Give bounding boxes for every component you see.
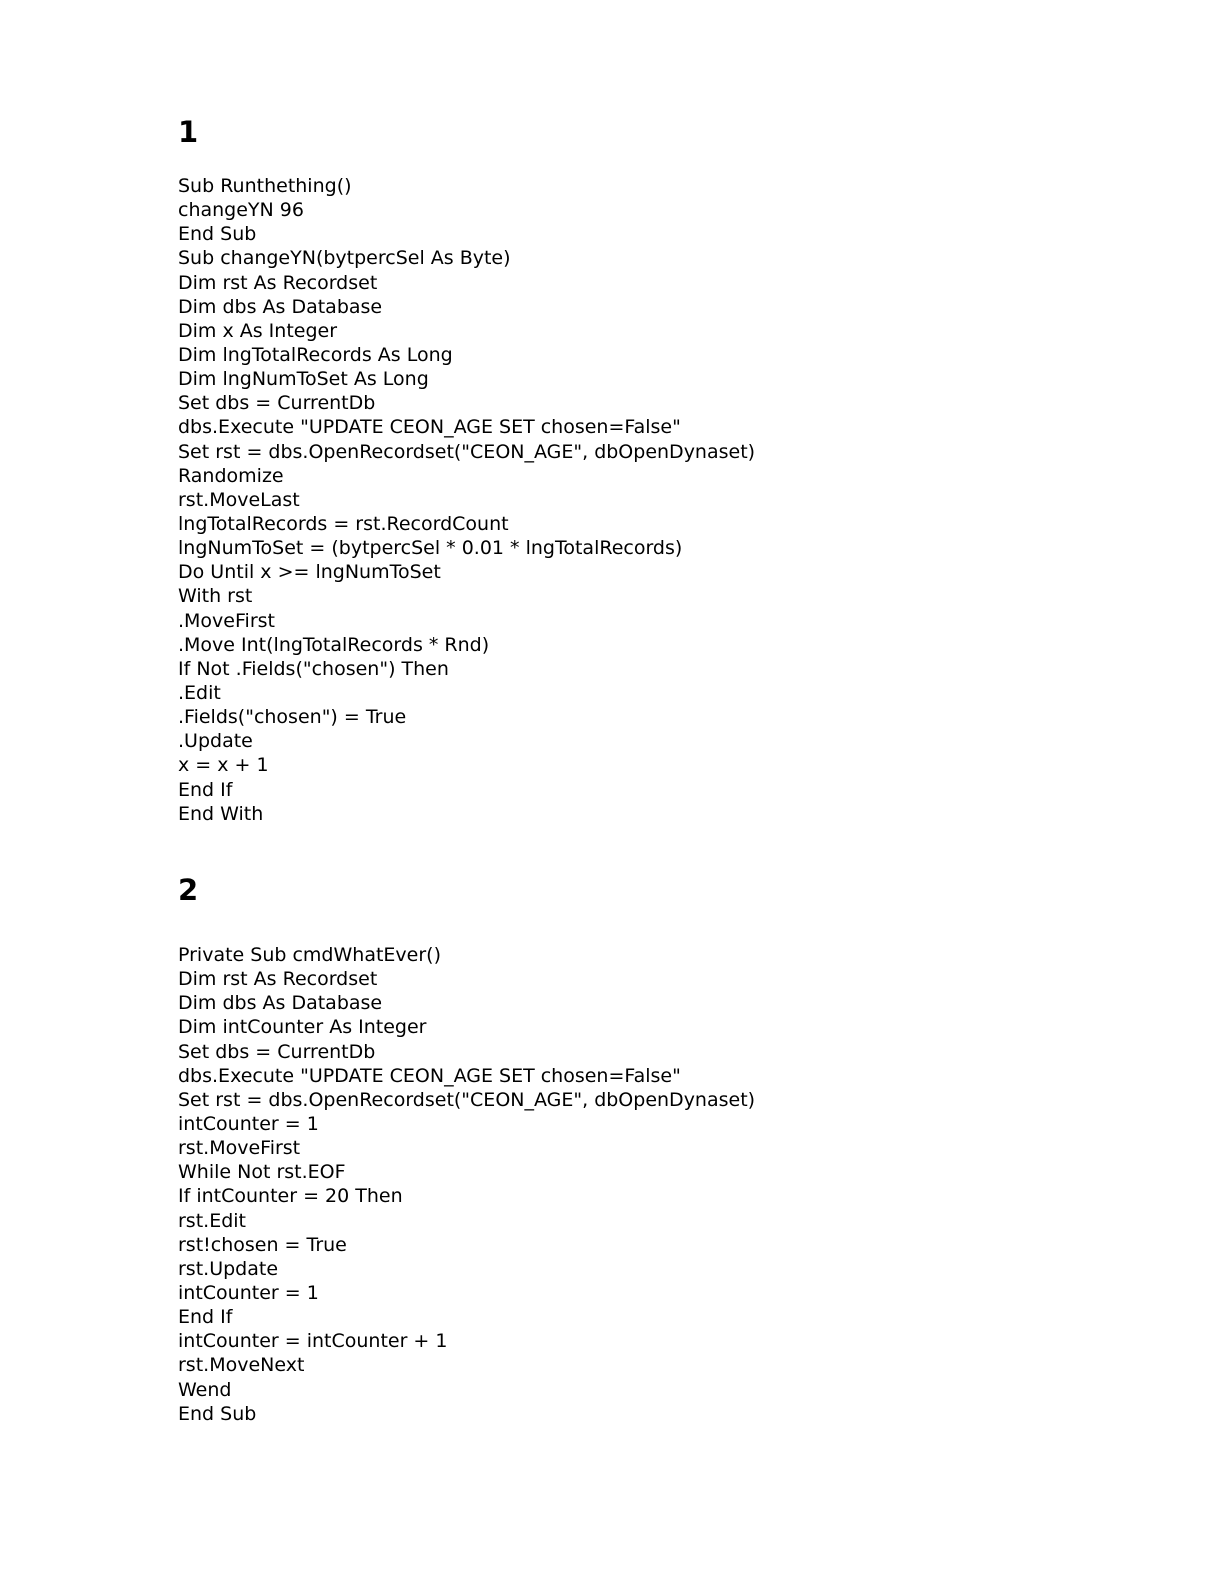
code-line: dbs.Execute "UPDATE CEON_AGE SET chosen=False" (178, 1064, 681, 1087)
code-section-2 (178, 872, 1078, 1426)
code-line: Set dbs = CurrentDb (178, 1040, 376, 1063)
code-line: Randomize (178, 464, 284, 487)
code-line: dbs.Execute "UPDATE CEON_AGE SET chosen=False" (178, 416, 681, 439)
code-line: Dim rst As Recordset (178, 968, 378, 991)
code-line: .Update (178, 730, 253, 753)
code-block (178, 943, 1078, 1426)
code-line: .Move Int(lngTotalRecords * Rnd) (178, 633, 490, 656)
code-line: rst.MoveFirst (178, 1137, 301, 1160)
code-line: rst.MoveLast (178, 488, 300, 511)
code-line: Dim lngNumToSet As Long (178, 368, 429, 391)
code-line: Sub Runthething() (178, 175, 352, 197)
code-line: rst.Update (178, 1257, 279, 1280)
code-line: Private Sub cmdWhatEver() (178, 944, 441, 966)
code-line: End Sub (178, 223, 257, 246)
code-line: Dim dbs As Database (178, 295, 383, 318)
code-line: intCounter = 1 (178, 1281, 319, 1304)
code-line: Dim x As Integer (178, 319, 338, 342)
code-line: x = x + 1 (178, 754, 269, 777)
code-line: Do Until x >= lngNumToSet (178, 561, 441, 584)
code-line: Set rst = dbs.OpenRecordset("CEON_AGE", dbOpenDynaset) (178, 440, 756, 463)
code-line: Dim lngTotalRecords As Long (178, 343, 453, 366)
code-line: changeYN 96 (178, 199, 304, 222)
code-line: While Not rst.EOF (178, 1161, 346, 1184)
section-heading: 1 (178, 115, 199, 149)
code-line: End Sub (178, 1402, 257, 1425)
code-line: Sub changeYN(bytpercSel As Byte) (178, 247, 511, 270)
code-line: rst.Edit (178, 1209, 246, 1232)
code-line: lngNumToSet = (bytpercSel * 0.01 * lngTotalRecords) (178, 537, 683, 560)
code-line: End With (178, 802, 264, 825)
code-line: .MoveFirst (178, 609, 275, 632)
code-line: Wend (178, 1378, 232, 1401)
code-line: If intCounter = 20 Then (178, 1185, 403, 1208)
code-line: Dim rst As Recordset (178, 271, 378, 294)
code-line: intCounter = 1 (178, 1112, 319, 1135)
code-line: lngTotalRecords = rst.RecordCount (178, 512, 509, 535)
code-line: Set rst = dbs.OpenRecordset("CEON_AGE", dbOpenDynaset) (178, 1088, 756, 1111)
code-line: .Fields("chosen") = True (178, 706, 407, 729)
code-line: With rst (178, 585, 253, 608)
code-line: rst.MoveNext (178, 1354, 305, 1377)
code-line: rst!chosen = True (178, 1233, 347, 1256)
section-heading: 2 (178, 873, 199, 907)
code-line: Dim dbs As Database (178, 992, 383, 1015)
code-section-1 (178, 114, 1078, 826)
code-line: End If (178, 1306, 233, 1329)
code-line: Set dbs = CurrentDb (178, 392, 376, 415)
code-line: If Not .Fields("chosen") Then (178, 657, 449, 680)
code-line: Dim intCounter As Integer (178, 1016, 427, 1039)
code-block (178, 174, 1078, 826)
code-line: intCounter = intCounter + 1 (178, 1330, 448, 1353)
code-line: End If (178, 778, 233, 801)
code-line: .Edit (178, 681, 221, 704)
